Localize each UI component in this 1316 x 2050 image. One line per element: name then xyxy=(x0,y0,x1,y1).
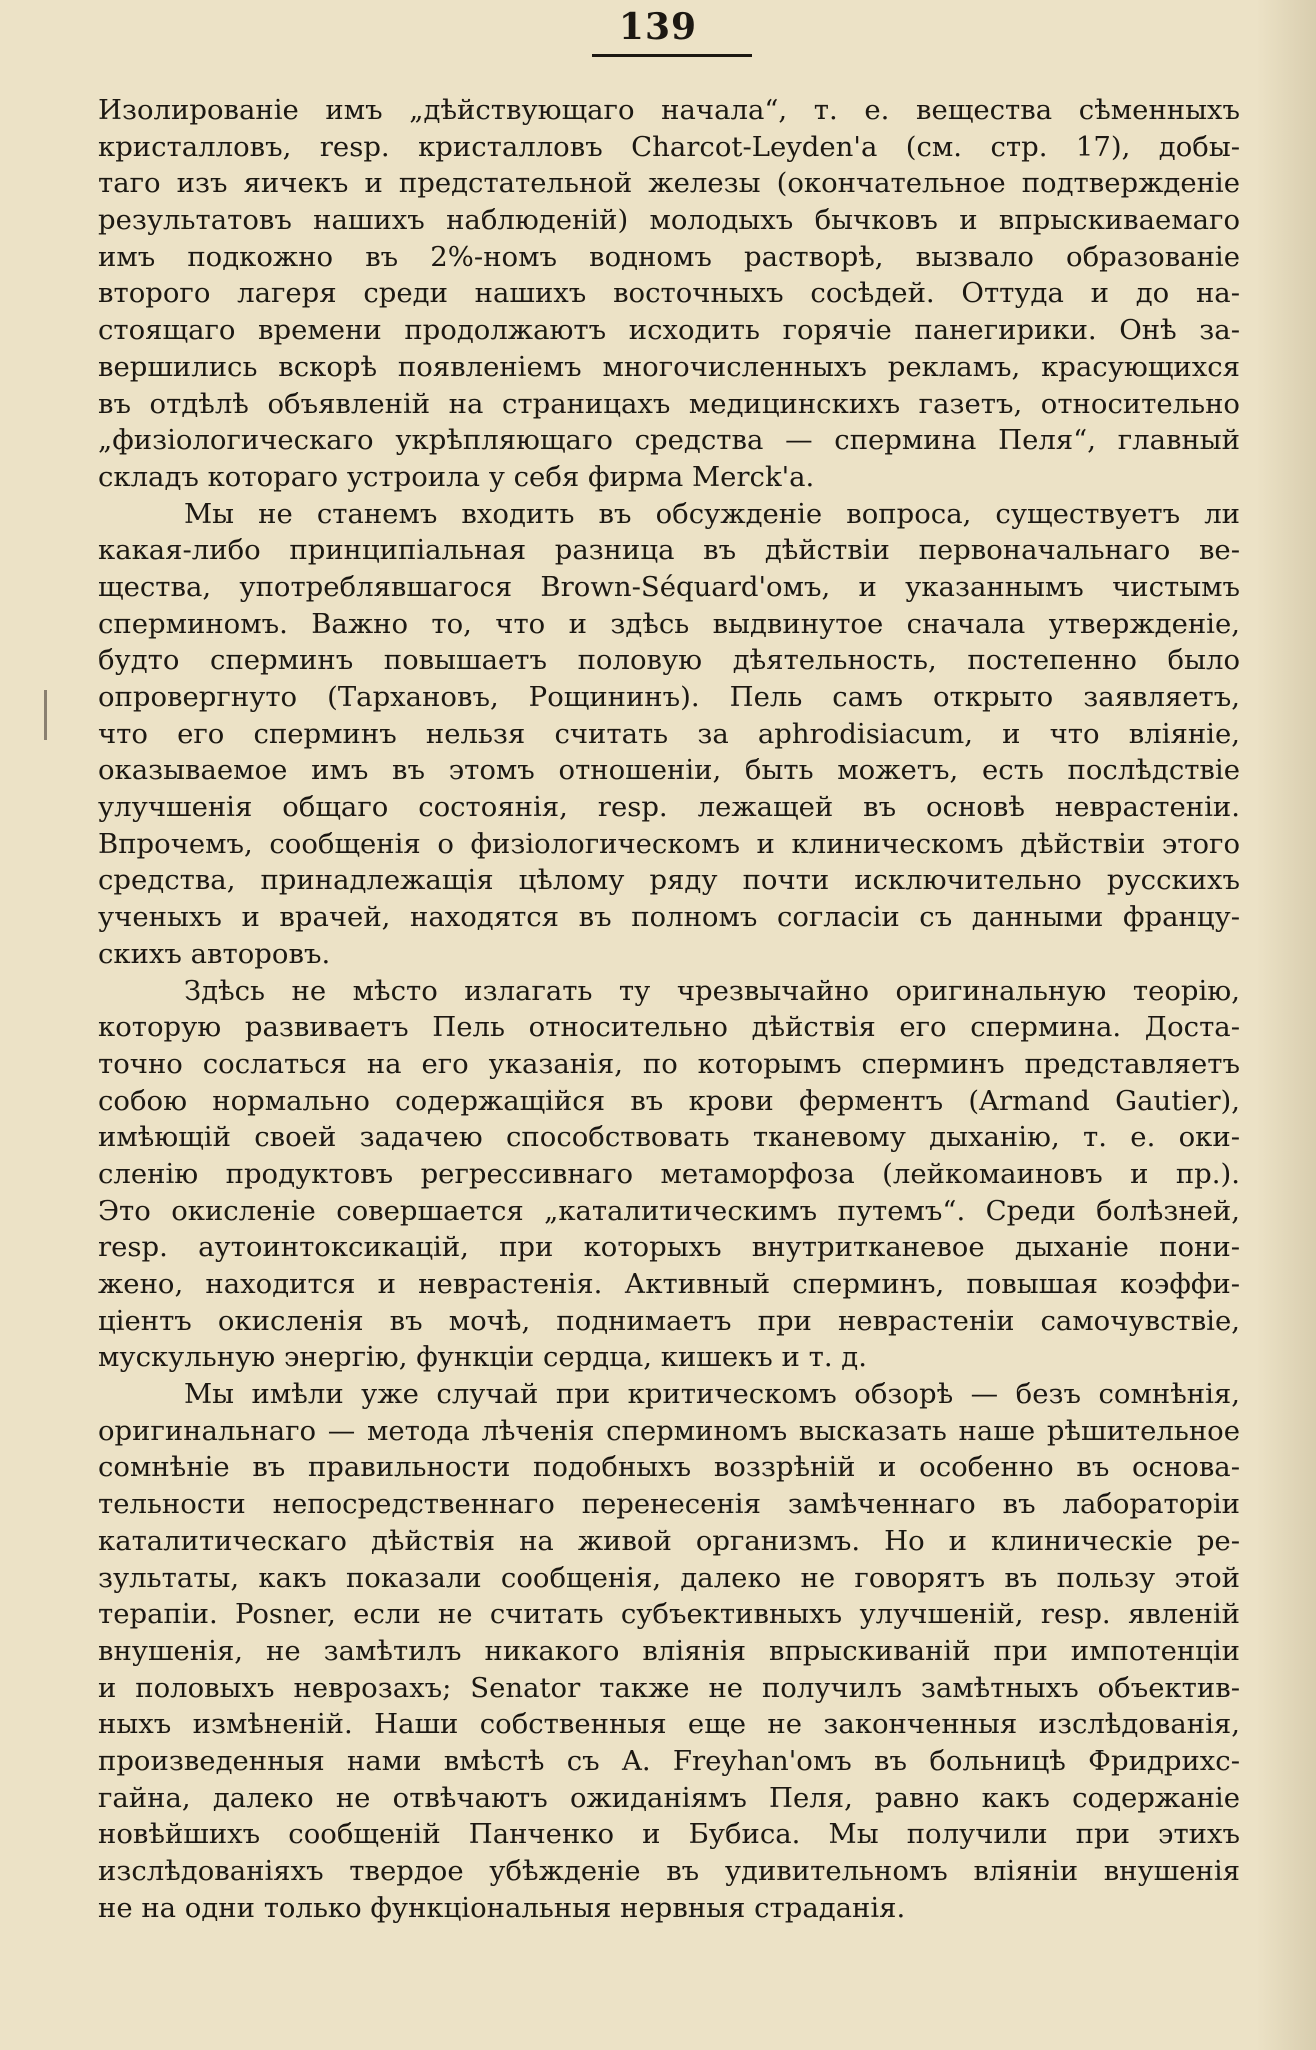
text-line: второго лагеря среди нашихъ восточныхъ сосѣдей. Оттуда и до на- xyxy=(98,277,1240,310)
text-line: жено, находится и неврастенія. Активный сперминъ, повышая коэффи- xyxy=(98,1268,1240,1300)
text-line: ціентъ окисленія въ мочѣ, поднимаетъ при неврастеніи самочувствіе, xyxy=(98,1304,1240,1337)
text-line: Мы имѣли уже случай при критическомъ обзорѣ — безъ сомнѣнія, xyxy=(184,1378,1240,1411)
text-line: кристалловъ, resp. кристалловъ Charcot-Leyden'а (см. стр. 17), добы- xyxy=(98,130,1240,163)
text-line: сомнѣніе въ правильности подобныхъ воззрѣній и особенно въ основа- xyxy=(98,1451,1240,1484)
text-line: имѣющій своей задачею способствовать тканевому дыханію, т. е. оки- xyxy=(98,1121,1240,1154)
text-line: оригинальнаго — метода лѣченія сперминомъ высказать наше рѣшительное xyxy=(98,1414,1240,1447)
text-line: какая-либо принципіальная разница въ дѣйствіи первоначальнаго ве- xyxy=(98,534,1240,567)
text-line: вершились вскорѣ появленіемъ многочисленныхъ рекламъ, красующихся xyxy=(98,350,1240,383)
text-line: Это окисленіе совершается „каталитическимъ путемъ“. Среди болѣзней, xyxy=(98,1194,1240,1227)
text-line: resp. аутоинтоксикацій, при которыхъ внутритканевое дыханіе пони- xyxy=(98,1231,1240,1264)
text-line: будто сперминъ повышаетъ половую дѣятельность, постепенно было xyxy=(98,644,1240,677)
text-line: и половыхъ неврозахъ; Senator также не получилъ замѣтныхъ объектив- xyxy=(98,1671,1240,1704)
text-line: оказываемое имъ въ этомъ отношеніи, быть можетъ, есть послѣдствіе xyxy=(98,754,1240,787)
text-line: терапіи. Posner, если не считать субъективныхъ улучшеній, resp. явленій xyxy=(98,1598,1240,1631)
text-line: имъ подкожно въ 2%-номъ водномъ растворѣ, вызвало образованіе xyxy=(98,240,1240,273)
text-line: сперминомъ. Важно то, что и здѣсь выдвинутое сначала утвержденіе, xyxy=(98,607,1240,640)
text-line: гайна, далеко не отвѣчаютъ ожиданіямъ Пеля, равно какъ содержаніе xyxy=(98,1781,1240,1814)
text-line: сленію продуктовъ регрессивнаго метаморфоза (лейкомаиновъ и пр.). xyxy=(98,1157,1240,1190)
text-line: произведенныя нами вмѣстѣ съ A. Freyhan'омъ въ больницѣ Фридрихс- xyxy=(98,1744,1240,1777)
body-text xyxy=(98,92,1240,1926)
text-line: складъ котораго устроила у себя фирма Merck'а. xyxy=(98,460,815,493)
margin-mark xyxy=(44,690,47,740)
text-line: новѣйшихъ сообщеній Панченко и Бубиса. Мы получили при этихъ xyxy=(98,1818,1240,1851)
text-line: Изолированіе имъ „дѣйствующаго начала“, т. е. вещества сѣменныхъ xyxy=(98,94,1240,126)
text-line: улучшенія общаго состоянія, resp. лежащей въ основѣ неврастеніи. xyxy=(98,791,1240,824)
text-line: не на одни только функціональныя нервныя страданія. xyxy=(98,1891,906,1924)
text-line: Здѣсь не мѣсто излагать ту чрезвычайно оригинальную теорію, xyxy=(184,974,1240,1007)
text-line: которую развиваетъ Пель относительно дѣйствія его спермина. Доста- xyxy=(98,1011,1240,1044)
text-line: точно сослаться на его указанія, по которымъ сперминъ представляетъ xyxy=(98,1047,1240,1080)
text-line: таго изъ яичекъ и предстательной железы (окончательное подтвержденіе xyxy=(98,167,1240,200)
text-line: что его сперминъ нельзя считать за aphrodisiacum, и что вліяніе, xyxy=(98,717,1240,750)
text-line: Впрочемъ, сообщенія о физіологическомъ и клиническомъ дѣйствіи этого xyxy=(98,827,1240,860)
page-number: 139 xyxy=(618,6,698,48)
text-line: ныхъ измѣненій. Наши собственныя еще не законченныя изслѣдованія, xyxy=(98,1708,1240,1741)
text-line: собою нормально содержащійся въ крови ферментъ (Armand Gautier), xyxy=(98,1084,1240,1117)
page-number-underline xyxy=(592,54,752,57)
text-line: изслѣдованіяхъ твердое убѣжденіе въ удивительномъ вліяніи внушенія xyxy=(98,1855,1240,1887)
text-line: „физіологическаго укрѣпляющаго средства — спермина Пеля“, главный xyxy=(98,424,1240,457)
text-line: щества, употреблявшагося Brown-Séquard'омъ, и указаннымъ чистымъ xyxy=(98,570,1240,603)
text-line: тельности непосредственнаго перенесенія замѣченнаго въ лабораторіи xyxy=(98,1488,1240,1521)
page-edge-shadow xyxy=(1256,0,1316,2050)
text-line: зультаты, какъ показали сообщенія, далеко не говорятъ въ пользу этой xyxy=(98,1561,1240,1594)
text-line: внушенія, не замѣтилъ никакого вліянія впрыскиваній при импотенціи xyxy=(98,1634,1240,1667)
text-line: въ отдѣлѣ объявленій на страницахъ медицинскихъ газетъ, относительно xyxy=(98,387,1240,420)
text-line: мускульную энергію, функціи сердца, кишекъ и т. д. xyxy=(98,1341,867,1374)
text-line: опровергнуто (Тархановъ, Рощининъ). Пель самъ открыто заявляетъ, xyxy=(98,681,1240,713)
text-line: результатовъ нашихъ наблюденій) молодыхъ бычковъ и впрыскиваемаго xyxy=(98,204,1240,237)
text-line: Мы не станемъ входить въ обсужденіе вопроса, существуетъ ли xyxy=(184,497,1240,530)
text-line: стоящаго времени продолжаютъ исходить горячіе панегирики. Онѣ за- xyxy=(98,314,1240,347)
text-line: ученыхъ и врачей, находятся въ полномъ согласіи съ данными францу- xyxy=(98,901,1240,934)
text-line: скихъ авторовъ. xyxy=(98,937,331,970)
text-line: каталитическаго дѣйствія на живой организмъ. Но и клиническіе ре- xyxy=(98,1524,1240,1557)
text-line: средства, принадлежащія цѣлому ряду почти исключительно русскихъ xyxy=(98,864,1240,897)
